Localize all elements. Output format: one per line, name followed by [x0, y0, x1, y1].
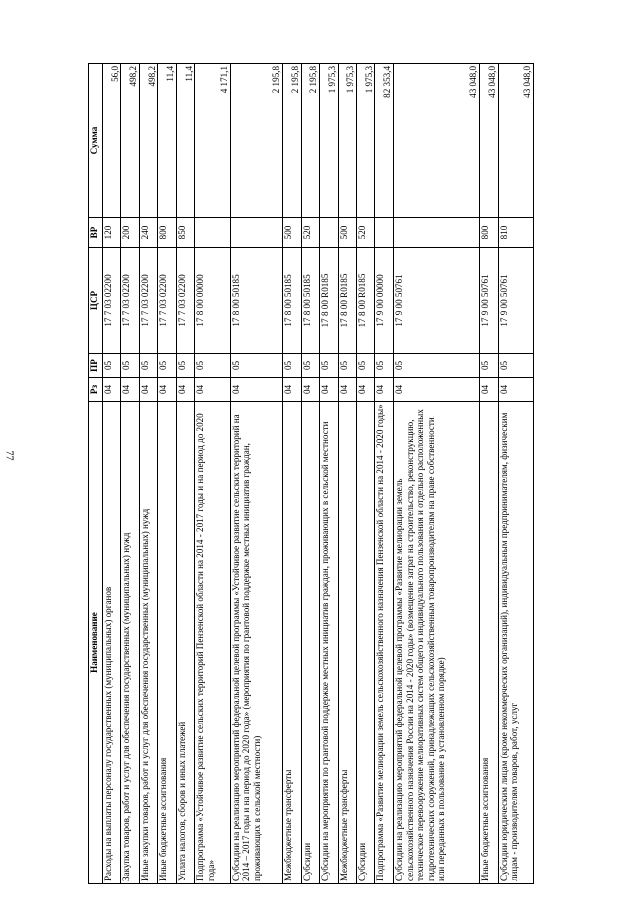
cell-csr: 17 8 00 R0185 [320, 248, 338, 354]
table-row [139, 64, 157, 884]
cell-sum: 1 975,3 [357, 64, 375, 218]
cell-rz: 04 [320, 378, 338, 402]
cell-name: Субсидии на реализацию мероприятий федеральной целевой программы «Устойчивое развитие сельских территорий на 2014 – 2017 годы и на период до 2020 года» (мероприятия по грантовой поддержке местных инициатив граждан, проживающих в сельской местности) [230, 402, 282, 884]
cell-rz: 04 [195, 378, 230, 402]
header-rz: Рз [89, 378, 103, 402]
cell-vr: 200 [121, 218, 139, 248]
table-row [176, 64, 194, 884]
cell-csr: 17 8 00 R0185 [357, 248, 375, 354]
cell-pr: 05 [375, 354, 393, 378]
cell-vr: 240 [139, 218, 157, 248]
cell-vr: 500 [283, 218, 301, 248]
header-row [89, 64, 103, 884]
cell-name: Субсидии юридическим лицам (кроме некоммерческих организаций), индивидуальным предпринимателям, физическим лицам - производителям товаров, работ, услуг [498, 402, 533, 884]
cell-name: Иные закупки товаров, работ и услуг для обеспечения государственных (муниципальных) нужд [139, 402, 157, 884]
cell-rz: 04 [103, 378, 121, 402]
cell-csr: 17 8 00 00000 [195, 248, 230, 354]
cell-pr: 05 [121, 354, 139, 378]
cell-name: Иные бюджетные ассигнования [158, 402, 176, 884]
cell-csr: 17 9 00 50761 [498, 248, 533, 354]
cell-pr: 05 [230, 354, 282, 378]
cell-rz: 04 [176, 378, 194, 402]
cell-vr: 810 [498, 218, 533, 248]
cell-vr: 850 [176, 218, 194, 248]
cell-csr: 17 8 00 50185 [301, 248, 319, 354]
cell-name: Подпрограмма «Развитие мелиорации земель сельскохозяйственного назначения Пензенской области на 2014 - 2020 годы» [375, 402, 393, 884]
cell-rz: 04 [158, 378, 176, 402]
cell-pr: 05 [393, 354, 479, 378]
cell-sum: 498,2 [139, 64, 157, 218]
cell-pr: 05 [176, 354, 194, 378]
cell-sum: 82 353,4 [375, 64, 393, 218]
table-row [320, 64, 338, 884]
cell-rz: 04 [139, 378, 157, 402]
cell-pr: 05 [357, 354, 375, 378]
cell-name: Субсидии на мероприятия по грантовой поддержке местных инициатив граждан, проживающих в сельской местности [320, 402, 338, 884]
cell-csr: 17 9 00 50761 [480, 248, 498, 354]
cell-vr: 520 [357, 218, 375, 248]
cell-rz: 04 [283, 378, 301, 402]
cell-pr: 05 [158, 354, 176, 378]
cell-pr: 05 [480, 354, 498, 378]
cell-pr: 05 [283, 354, 301, 378]
table-row [301, 64, 319, 884]
cell-sum: 11,4 [176, 64, 194, 218]
cell-pr: 05 [195, 354, 230, 378]
cell-name: Расходы на выплаты персоналу государственных (муниципальных) органов [103, 402, 121, 884]
cell-csr: 17 8 00 50185 [230, 248, 282, 354]
cell-vr: 120 [103, 218, 121, 248]
table-row [103, 64, 121, 884]
budget-table [88, 63, 534, 884]
cell-vr [195, 218, 230, 248]
header-sum: Сумма [89, 64, 103, 218]
cell-name: Подпрограмма «Устойчивое развитие сельских территорий Пензенской области на 2014 - 2017 годы и на период до 2020 года» [195, 402, 230, 884]
table-row [357, 64, 375, 884]
cell-rz: 04 [230, 378, 282, 402]
cell-sum: 43 048,0 [498, 64, 533, 218]
page-number: 77 [3, 450, 15, 461]
cell-vr: 800 [158, 218, 176, 248]
cell-csr: 17 7 03 02200 [121, 248, 139, 354]
cell-rz: 04 [301, 378, 319, 402]
cell-vr [230, 218, 282, 248]
cell-pr: 05 [498, 354, 533, 378]
cell-sum: 2 195,8 [283, 64, 301, 218]
cell-sum: 56,0 [103, 64, 121, 218]
cell-vr [375, 218, 393, 248]
cell-name: Субсидии на реализацию мероприятий федеральной целевой программы «Развитие мелиорации земель сельскохозяйственного назначения России на 2014 - 2020 годы» (возмещение затрат на строительство, реконструкцию, техническое перевооружение мелиоративных систем общего и индивидуального пользования и отдельно расположенных гидротехнических сооружений, принадлежащих сельскохозяйственным товаропроизводителям на праве собственности или переданных в пользование в установленном порядке) [393, 402, 479, 884]
cell-vr [393, 218, 479, 248]
cell-name: Закупка товаров, работ и услуг для обеспечения государственных (муниципальных) нужд [121, 402, 139, 884]
cell-pr: 05 [320, 354, 338, 378]
cell-pr: 05 [301, 354, 319, 378]
table-row [480, 64, 498, 884]
cell-csr: 17 8 00 R0185 [338, 248, 356, 354]
header-vr: ВР [89, 218, 103, 248]
cell-rz: 04 [375, 378, 393, 402]
cell-pr: 05 [103, 354, 121, 378]
cell-name: Субсидии [357, 402, 375, 884]
table-row [393, 64, 479, 884]
cell-vr: 800 [480, 218, 498, 248]
cell-csr: 17 7 03 02200 [158, 248, 176, 354]
table-row [498, 64, 533, 884]
cell-pr: 05 [139, 354, 157, 378]
table-row [195, 64, 230, 884]
cell-rz: 04 [121, 378, 139, 402]
table-row [121, 64, 139, 884]
table-row [283, 64, 301, 884]
cell-rz: 04 [393, 378, 479, 402]
cell-name: Уплата налогов, сборов и иных платежей [176, 402, 194, 884]
cell-csr: 17 8 00 50185 [283, 248, 301, 354]
cell-rz: 04 [338, 378, 356, 402]
cell-rz: 04 [498, 378, 533, 402]
cell-name: Межбюджетные трансферты [338, 402, 356, 884]
cell-rz: 04 [357, 378, 375, 402]
cell-vr: 500 [338, 218, 356, 248]
cell-csr: 17 9 00 00000 [375, 248, 393, 354]
table-row [338, 64, 356, 884]
cell-sum: 2 195,8 [230, 64, 282, 218]
cell-pr: 05 [338, 354, 356, 378]
cell-sum: 2 195,8 [301, 64, 319, 218]
cell-sum: 43 048,0 [393, 64, 479, 218]
cell-sum: 4 171,1 [195, 64, 230, 218]
cell-csr: 17 7 03 02200 [139, 248, 157, 354]
cell-sum: 1 975,3 [338, 64, 356, 218]
table-row [158, 64, 176, 884]
cell-sum: 11,4 [158, 64, 176, 218]
cell-vr: 520 [301, 218, 319, 248]
cell-name: Иные бюджетные ассигнования [480, 402, 498, 884]
cell-csr: 17 9 00 50761 [393, 248, 479, 354]
cell-vr [320, 218, 338, 248]
cell-csr: 17 7 03 02200 [103, 248, 121, 354]
cell-sum: 498,2 [121, 64, 139, 218]
cell-rz: 04 [480, 378, 498, 402]
rotated-table-wrapper [88, 64, 534, 884]
table-row [375, 64, 393, 884]
cell-name: Межбюджетные трансферты [283, 402, 301, 884]
cell-sum: 1 975,3 [320, 64, 338, 218]
header-name: Наименование [89, 402, 103, 884]
cell-csr: 17 7 03 02200 [176, 248, 194, 354]
cell-sum: 43 048,0 [480, 64, 498, 218]
header-pr: ПР [89, 354, 103, 378]
cell-name: Субсидии [301, 402, 319, 884]
table-row [230, 64, 282, 884]
header-csr: ЦСР [89, 248, 103, 354]
